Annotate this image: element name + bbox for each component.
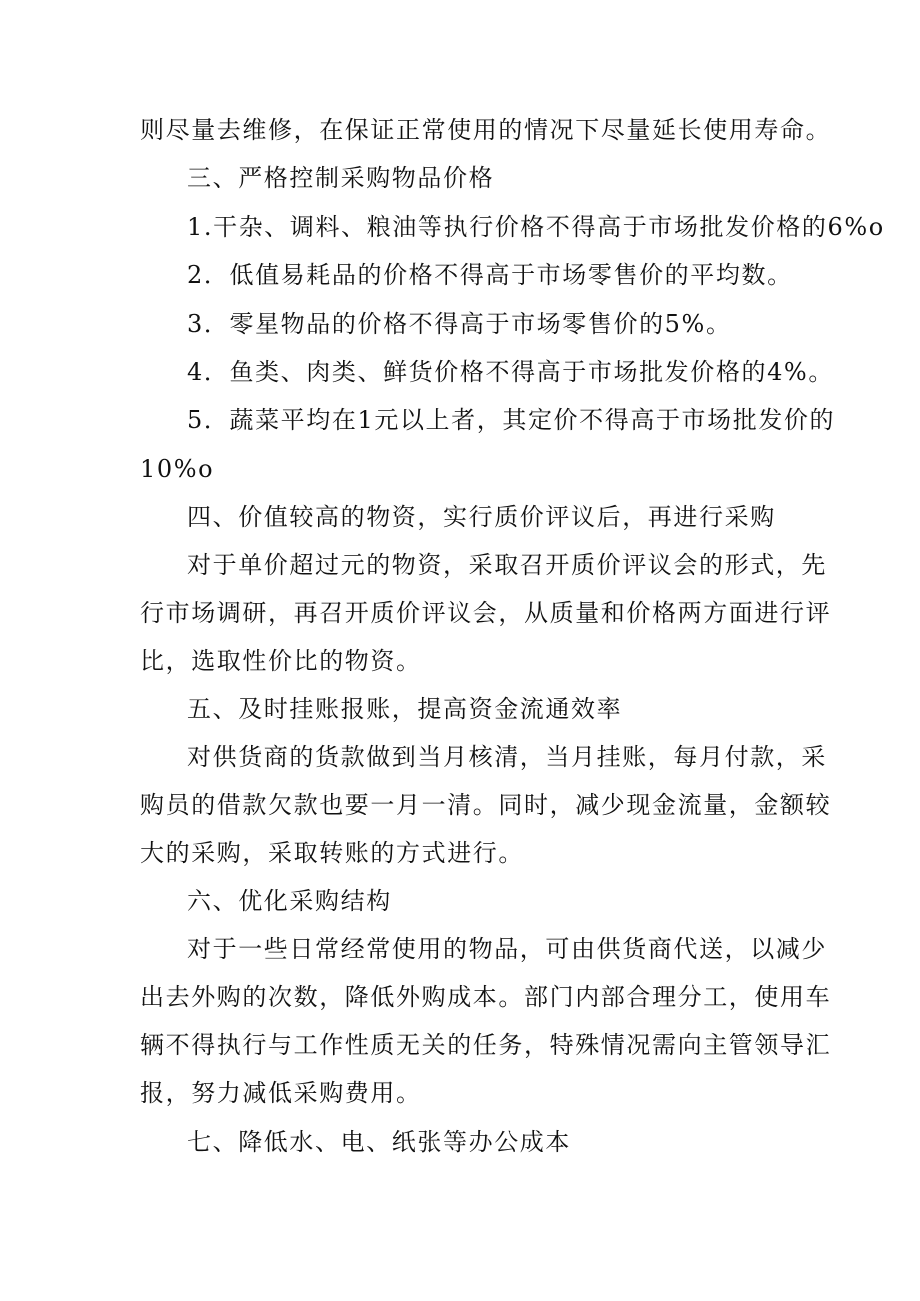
list-item: 5．蔬菜平均在1元以上者，其定价不得高于市场批发价的: [187, 406, 836, 434]
paragraph-line: 比，选取性价比的物资。: [140, 647, 422, 675]
paragraph-line: 报，努力减低采购费用。: [140, 1079, 422, 1107]
paragraph-line: 大的采购，采取转账的方式进行。: [140, 839, 524, 867]
paragraph-line: 对供货商的货款做到当月核清，当月挂账，每月付款，采: [187, 743, 827, 771]
paragraph-line: 对于单价超过元的物资，采取召开质价评议会的形式，先: [187, 551, 827, 579]
paragraph-line: 对于一些日常经常使用的物品，可由供货商代送，以减少: [187, 935, 827, 963]
list-item: 3．零星物品的价格不得高于市场零售价的5%。: [187, 310, 732, 338]
paragraph-line: 出去外购的次数，降低外购成本。部门内部合理分工，使用车: [140, 983, 832, 1011]
paragraph-line: 则尽量去维修，在保证正常使用的情况下尽量延长使用寿命。: [140, 116, 832, 144]
section-heading: 七、降低水、电、纸张等办公成本: [187, 1128, 571, 1156]
paragraph-line: 行市场调研，再召开质价评议会，从质量和价格两方面进行评: [140, 599, 832, 627]
paragraph-line: 购员的借款欠款也要一月一清。同时，减少现金流量，金额较: [140, 791, 832, 819]
section-heading: 四、价值较高的物资，实行质价评议后，再进行采购: [187, 503, 776, 531]
paragraph-line: 辆不得执行与工作性质无关的任务，特殊情况需向主管领导汇: [140, 1031, 832, 1059]
list-item: 1.干杂、调料、粮油等执行价格不得高于市场批发价格的6%o: [187, 213, 885, 241]
section-heading: 三、严格控制采购物品价格: [187, 164, 495, 192]
section-heading: 六、优化采购结构: [187, 887, 392, 915]
list-item-continuation: 10%o: [140, 455, 215, 483]
list-item: 2．低值易耗品的价格不得高于市场零售价的平均数。: [187, 261, 793, 289]
section-heading: 五、及时挂账报账，提高资金流通效率: [187, 695, 623, 723]
list-item: 4．鱼类、肉类、鲜货价格不得高于市场批发价格的4%。: [187, 358, 834, 386]
